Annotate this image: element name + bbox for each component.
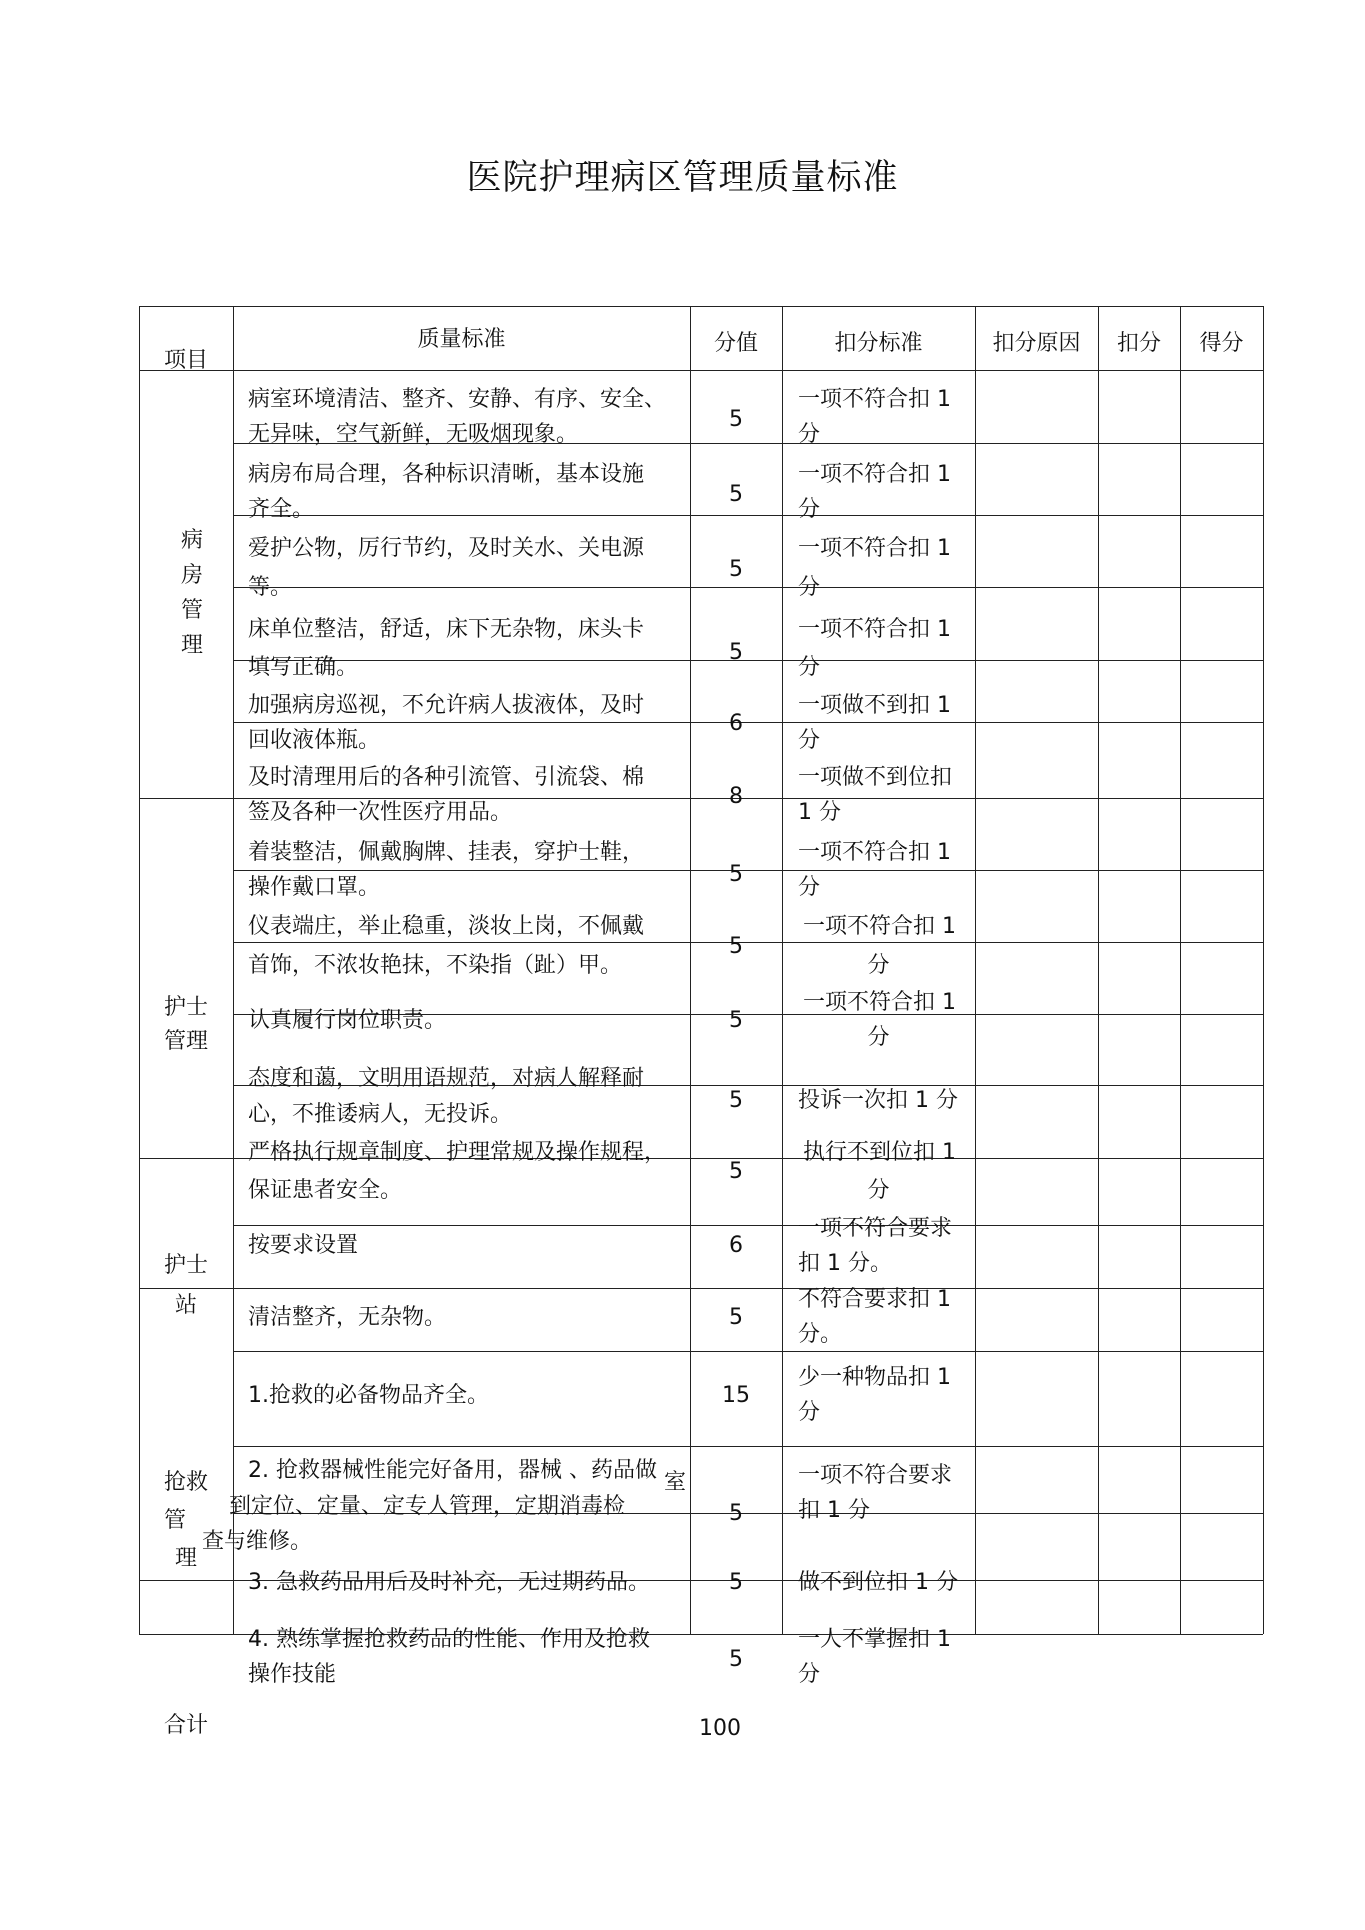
table-line — [233, 1446, 1263, 1447]
deduct-rule-text: 一人不掌握扣 1 — [798, 1627, 951, 1652]
deduct-rule-text: 一项不符合扣 1 — [798, 536, 951, 561]
standard-text: 2. 抢救器械性能完好备用，器械 、药品做 — [248, 1458, 657, 1483]
score-value: 8 — [729, 784, 743, 809]
score-value: 5 — [729, 640, 743, 665]
table-line — [139, 306, 140, 1634]
page-title: 医院护理病区管理质量标准 — [466, 158, 899, 198]
standard-text: 填写正确。 — [248, 655, 359, 680]
section-station-label: 站 — [175, 1293, 198, 1318]
section-rescue-label: 抢救 — [164, 1470, 209, 1495]
deduct-rule-text: 一项不符合要求 — [798, 1463, 953, 1488]
standard-text: 病房布局合理，各种标识清晰，基本设施 — [248, 462, 645, 487]
deduct-rule-text: 一项做不到位扣 — [798, 765, 953, 790]
score-value: 5 — [729, 482, 743, 507]
score-value: 5 — [729, 1159, 743, 1184]
standard-text: 到定位、定量、定专人管理，定期消毒检 — [229, 1494, 626, 1519]
table-line — [1263, 306, 1264, 1634]
table-line — [1180, 306, 1181, 1634]
score-value: 5 — [729, 1305, 743, 1330]
standard-text: 操作技能 — [248, 1662, 337, 1687]
score-value: 6 — [729, 711, 743, 736]
table-line — [139, 1288, 1263, 1289]
deduct-rule-text: 扣 1 分。 — [798, 1251, 892, 1276]
score-value: 5 — [729, 1570, 743, 1595]
header-gain: 得分 — [1199, 331, 1244, 356]
standard-text: 心，不推诿病人，无投诉。 — [248, 1102, 513, 1127]
standard-text: 床单位整洁，舒适，床下无杂物，床头卡 — [248, 617, 645, 642]
deduct-rule-text: 一项不符合扣 1 — [803, 990, 956, 1015]
deduct-rule-text: 一项不符合扣 1 — [798, 617, 951, 642]
standard-text: 4. 熟练掌握抢救药品的性能、作用及抢救 — [248, 1627, 650, 1652]
section-ward-label: 病 — [181, 528, 204, 553]
section-rescue-label: 理 — [175, 1546, 198, 1571]
deduct-rule-text: 分 — [867, 1178, 890, 1203]
standard-text: 按要求设置 — [248, 1233, 359, 1258]
score-value: 5 — [729, 862, 743, 887]
deduct-rule-text: 一项不符合扣 1 — [798, 387, 951, 412]
deduct-rule-text: 投诉一次扣 1 分 — [798, 1088, 958, 1113]
deduct-rule-text: 一项不符合扣 1 — [798, 840, 951, 865]
standard-text: 齐全。 — [248, 497, 315, 522]
total-label: 合计 — [164, 1713, 209, 1738]
deduct-rule-text: 分 — [798, 875, 821, 900]
standard-text: 着装整洁，佩戴胸牌、挂表，穿护士鞋， — [248, 840, 645, 865]
standard-text: 3. 急救药品用后及时补充，无过期药品。 — [248, 1570, 650, 1595]
deduct-rule-text: 分 — [798, 497, 821, 522]
header-score: 分值 — [713, 331, 758, 356]
table-line — [233, 587, 1263, 588]
score-value: 5 — [729, 1088, 743, 1113]
section-ward-label: 理 — [181, 633, 204, 658]
standard-text: 态度和蔼，文明用语规范，对病人解释耐 — [248, 1066, 645, 1091]
standard-text: 操作戴口罩。 — [248, 875, 381, 900]
deduct-rule-text: 一项不符合要求 — [798, 1216, 953, 1241]
deduct-rule-text: 分 — [798, 655, 821, 680]
deduct-rule-text: 做不到位扣 1 分 — [798, 1570, 958, 1595]
deduct-rule-text: 分 — [798, 728, 821, 753]
deduct-rule-text: 扣 1 分 — [798, 1498, 870, 1523]
score-value: 5 — [729, 557, 743, 582]
deduct-rule-text: 分 — [798, 575, 821, 600]
standard-text: 回收液体瓶。 — [248, 728, 381, 753]
table-line — [233, 1351, 1263, 1352]
deduct-rule-text: 一项不符合扣 1 — [803, 914, 956, 939]
standard-text: 病室环境清洁、整齐、安静、有序、安全、 — [248, 387, 667, 412]
table-line — [233, 1225, 1263, 1226]
section-nurse-label: 护士 — [164, 995, 209, 1020]
table-line — [1098, 306, 1099, 1634]
standard-text: 1.抢救的必备物品齐全。 — [248, 1383, 489, 1408]
standard-text: 首饰，不浓妆艳抹，不染指（趾）甲。 — [248, 953, 623, 978]
standard-text: 等。 — [248, 575, 293, 600]
table-line — [139, 370, 1263, 371]
section-rescue-label: 管 — [164, 1508, 187, 1533]
header-item: 项目 — [163, 348, 208, 373]
standard-text: 清洁整齐，无杂物。 — [248, 1305, 447, 1330]
score-value: 5 — [729, 1501, 743, 1526]
section-station-label: 护士 — [164, 1253, 209, 1278]
standard-text: 无异味，空气新鲜，无吸烟现象。 — [248, 422, 579, 447]
standard-text: 爱护公物，厉行节约，及时关水、关电源 — [248, 536, 645, 561]
header-deduct-rule: 扣分标准 — [834, 331, 923, 356]
score-value: 5 — [729, 1647, 743, 1672]
score-value: 5 — [729, 407, 743, 432]
section-ward-label: 房 — [181, 563, 204, 588]
header-deduct: 扣分 — [1116, 331, 1161, 356]
standard-text: 严格执行规章制度、护理常规及操作规程， — [248, 1140, 667, 1165]
deduct-rule-text: 分 — [798, 422, 821, 447]
deduct-rule-text: 少一种物品扣 1 — [798, 1365, 951, 1390]
header-standard: 质量标准 — [417, 327, 506, 352]
header-deduct-reason: 扣分原因 — [992, 331, 1081, 356]
standard-text: 保证患者安全。 — [248, 1178, 403, 1203]
deduct-rule-text: 不符合要求扣 1 — [798, 1287, 951, 1312]
deduct-rule-text: 分 — [798, 1662, 821, 1687]
deduct-rule-text: 一项不符合扣 1 — [798, 462, 951, 487]
section-ward-label: 管 — [181, 598, 204, 623]
standard-extra-char: 室 — [664, 1470, 687, 1495]
score-value: 6 — [729, 1233, 743, 1258]
table-line — [975, 306, 976, 1634]
standard-text: 认真履行岗位职责。 — [248, 1008, 447, 1033]
deduct-rule-text: 分 — [798, 1400, 821, 1425]
section-nurse-label: 管理 — [164, 1029, 209, 1054]
deduct-rule-text: 分。 — [798, 1322, 843, 1347]
table-line — [233, 515, 1263, 516]
deduct-rule-text: 1 分 — [798, 800, 841, 825]
total-value: 100 — [699, 1716, 741, 1741]
score-value: 15 — [722, 1383, 750, 1408]
table-line — [139, 306, 1263, 307]
standard-text: 加强病房巡视，不允许病人拔液体，及时 — [248, 693, 645, 718]
standard-text: 查与维修。 — [202, 1529, 313, 1554]
score-value: 5 — [729, 1008, 743, 1033]
standard-text: 签及各种一次性医疗用品。 — [248, 800, 513, 825]
standard-text: 及时清理用后的各种引流管、引流袋、棉 — [248, 765, 645, 790]
standard-text: 仪表端庄，举止稳重，淡妆上岗，不佩戴 — [248, 914, 645, 939]
deduct-rule-text: 分 — [867, 1025, 890, 1050]
deduct-rule-text: 执行不到位扣 1 — [803, 1140, 956, 1165]
score-value: 5 — [729, 934, 743, 959]
table-line — [233, 306, 234, 1634]
deduct-rule-text: 一项做不到扣 1 — [798, 693, 951, 718]
deduct-rule-text: 分 — [867, 953, 890, 978]
